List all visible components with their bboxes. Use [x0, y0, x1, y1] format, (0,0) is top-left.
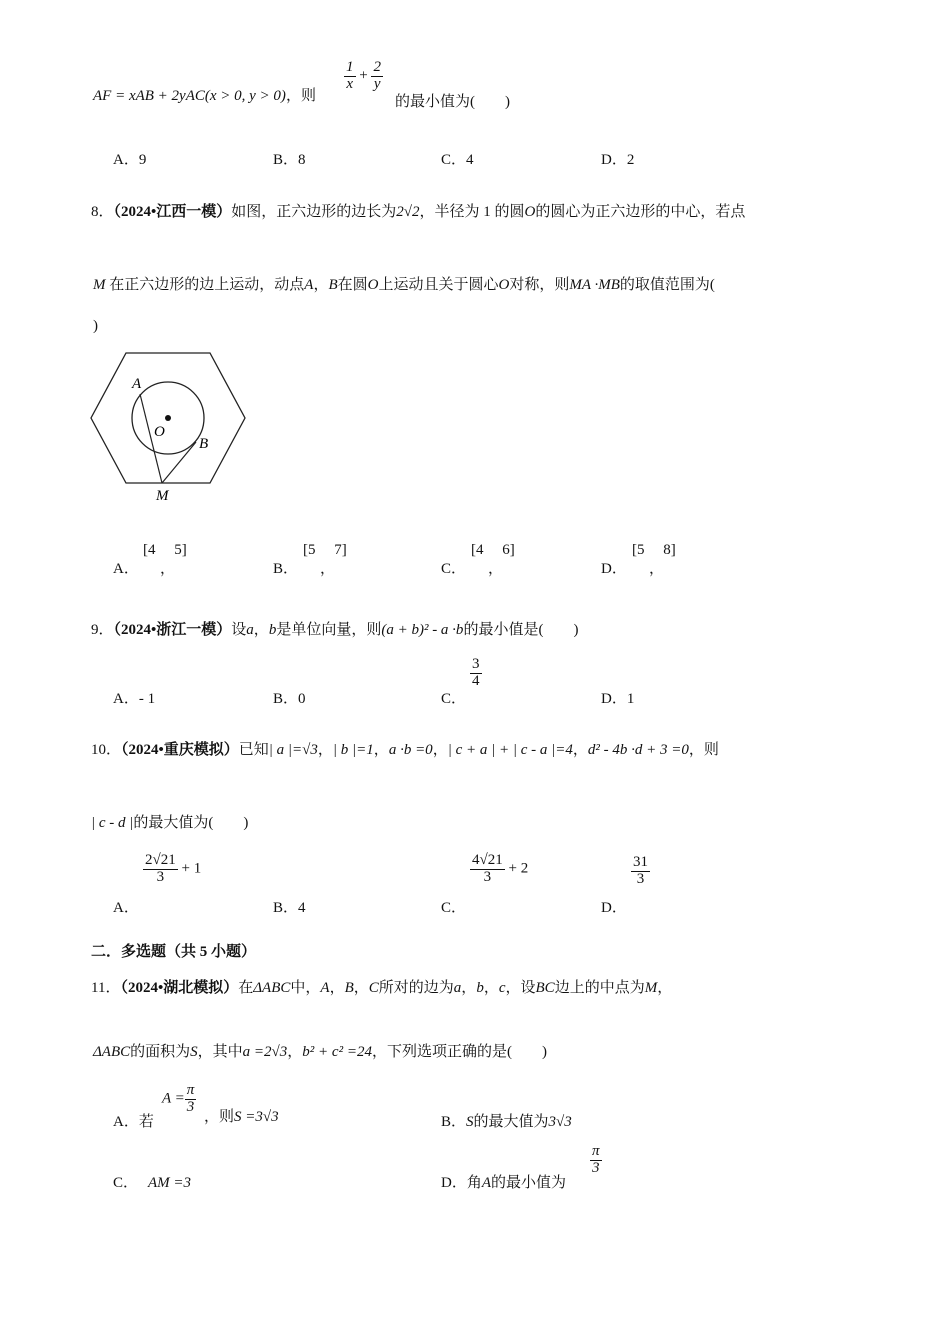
q8-option-d-value: [5 8]	[632, 542, 676, 558]
center-point	[165, 415, 171, 421]
q7-target-expr: $\frac{1}{x}$ + $\frac{2}{y}$	[346, 59, 381, 92]
q8-option-c-value: [4 6]	[471, 542, 515, 558]
q11-option-a[interactable]: A．若	[113, 1114, 154, 1130]
fraction: $\frac{2√21}{3}$	[145, 852, 176, 885]
q11-option-d-fraction	[590, 1144, 602, 1177]
q8-option-c[interactable]: C．	[441, 561, 467, 577]
q10-line1: 10．（2024•重庆模拟）已知| a |=√3，| b |=1，a ·b =0，| c + a | + | c - a |=4，d² - 4b ·d + 3 =0，则	[91, 742, 719, 758]
q8-line2: M 在正六边形的边上运动，动点A，B在圆O上运动且关于圆心O对称，则MA ·MB的取值范围为(	[93, 277, 715, 293]
question-source: （2024•湖北模拟）	[120, 980, 239, 996]
q8-option-d[interactable]: D．	[601, 561, 627, 577]
q10-line2: | c - d |的最大值为( )	[91, 815, 249, 831]
fraction: $\frac{\pi}{3}$	[592, 1143, 600, 1176]
q7-option-c[interactable]: C．4	[441, 152, 474, 168]
q8-option-a-value: [4 5]	[143, 542, 187, 558]
q11-option-a-expr: A = $\frac{\pi}{3}$	[162, 1082, 195, 1115]
q7-option-d[interactable]: D．2	[601, 152, 635, 168]
q10-option-a[interactable]: A．	[113, 900, 139, 916]
q9-option-c-fraction	[470, 657, 482, 690]
q11-option-d[interactable]: D．角A的最小值为	[441, 1175, 567, 1191]
q11-option-c[interactable]: C． AM =3	[113, 1175, 192, 1191]
q7-option-b[interactable]: B．8	[273, 152, 306, 168]
q10-option-a-expr: $\frac{2√21}{3}$ + 1	[145, 852, 202, 885]
q9-option-a[interactable]: A．- 1	[113, 691, 156, 707]
q10-option-c-expr: $\frac{4√21}{3}$ + 2	[472, 852, 529, 885]
fraction: $\frac{2}{y}$	[373, 59, 381, 92]
q9-option-d[interactable]: D．1	[601, 691, 635, 707]
hexagon-figure	[88, 348, 250, 506]
q8-option-b-value: [5 7]	[303, 542, 347, 558]
q9-expr: (a + b)² - a ·b	[381, 622, 464, 638]
question-number: 11．	[91, 980, 121, 996]
question-number: 9．	[91, 622, 114, 638]
q10-option-d-fraction	[631, 855, 650, 888]
label-m: M	[156, 488, 169, 504]
question-source: （2024•浙江一模）	[113, 622, 232, 638]
q11-option-a-tail: ，则S =3√3	[204, 1109, 279, 1125]
label-b: B	[199, 436, 209, 452]
q9-option-c[interactable]: C．	[441, 691, 467, 707]
fraction: $\frac{3}{4}$	[472, 656, 480, 689]
question-number: 8．	[91, 204, 114, 220]
q8-line1: 8．（2024•江西一模）如图，正六边形的边长为2√2，半径为 1 的圆O的圆心为正六边形的中心，若点	[91, 204, 746, 220]
q11-line1: 11．（2024•湖北模拟）在ΔABC中，A，B，C所对的边为a，b，c，设BC边上的中点为M，	[91, 980, 673, 996]
side-length: 2√2	[396, 204, 420, 220]
question-source: （2024•重庆模拟）	[121, 742, 239, 758]
dot-product-expr: MA ·MB	[569, 277, 620, 293]
q9-option-b[interactable]: B．0	[273, 691, 306, 707]
question-source: （2024•江西一模）	[113, 204, 232, 220]
q11-line2: ΔABC的面积为S，其中a =2√3，b² + c² =24，下列选项正确的是( )	[93, 1044, 547, 1060]
fraction: $\frac{\pi}{3}$	[186, 1082, 195, 1115]
q7-question-text: 的最小值为( )	[395, 94, 511, 110]
section-title: 二．多选题（共 5 小题）	[91, 944, 257, 960]
q7-option-a[interactable]: A．9	[113, 152, 147, 168]
q7-expr: AF = xAB + 2yAC(x > 0, y > 0)	[93, 88, 286, 104]
fraction: $\frac{31}{3}$	[633, 854, 648, 887]
segment-mb	[162, 442, 196, 483]
q9-line: 9．（2024•浙江一模）设a，b是单位向量，则(a + b)² - a ·b的最小值是( )	[91, 622, 579, 638]
q8-option-a[interactable]: A．	[113, 561, 139, 577]
question-number: 10．	[91, 742, 122, 758]
q7-condition: AF = xAB + 2yAC(x > 0, y > 0)，则	[93, 88, 316, 104]
q10-option-c[interactable]: C．	[441, 900, 467, 916]
fraction: $\frac{1}{x}$	[346, 59, 354, 92]
fraction: $\frac{4√21}{3}$	[472, 852, 503, 885]
q10-option-d[interactable]: D．	[601, 900, 627, 916]
label-a: A	[132, 376, 142, 392]
q8-paren-close: )	[93, 318, 98, 334]
q8-option-b[interactable]: B．	[273, 561, 299, 577]
q11-option-b[interactable]: B．S的最大值为3√3	[441, 1114, 572, 1130]
label-o: O	[154, 424, 165, 440]
q10-option-b[interactable]: B．4	[273, 900, 306, 916]
